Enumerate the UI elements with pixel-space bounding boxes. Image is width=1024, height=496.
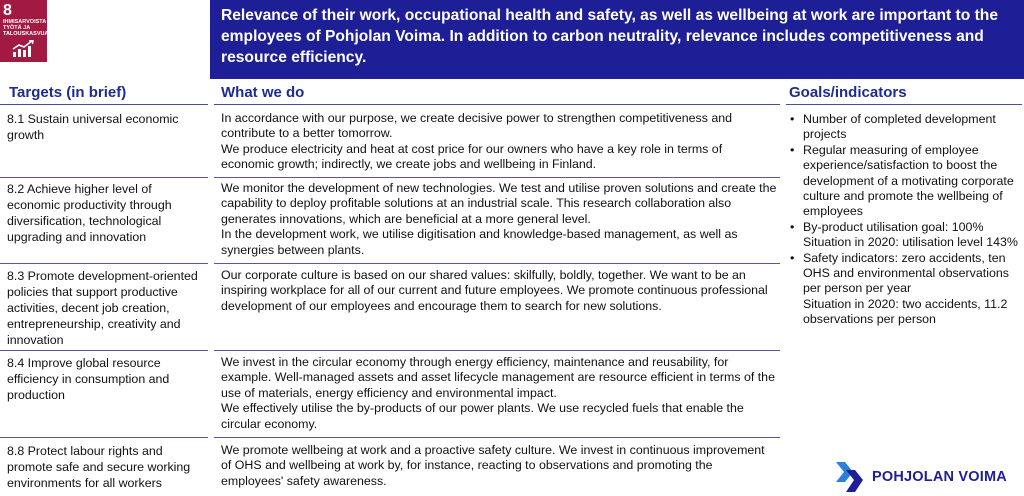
goal-item bbox=[789, 251, 1019, 328]
row-divider bbox=[214, 437, 780, 438]
paragraph: In the development work, we utilise digitisation and knowledge-based management, as well as synergies between plants. bbox=[221, 227, 738, 257]
paragraph: Our corporate culture is based on our shared values: skilfully, boldly, together. We want to be an inspiring workplace for all of our current and future employees. We promote continuous professional development of our employees and encourage them to search for new solutions. bbox=[221, 268, 768, 313]
pohjolan-voima-logo-icon bbox=[834, 460, 868, 494]
what-we-do-8-4 bbox=[221, 355, 777, 432]
paragraph: In accordance with our purpose, we create decisive power to strengthen competitiveness and contribute to a better tomorrow. bbox=[221, 111, 733, 141]
goal-text: • By-product utilisation goal: 100% bbox=[803, 219, 984, 234]
goal-text: • Regular measuring of employee experience/satisfaction to boost the development of a motivating corporate culture and promote the wellbeing of employees bbox=[803, 142, 1014, 219]
header-divider bbox=[214, 104, 780, 105]
sdg-8-badge bbox=[0, 0, 47, 62]
row-divider bbox=[0, 177, 208, 178]
what-we-do-8-3 bbox=[221, 268, 777, 314]
what-we-do-8-8 bbox=[221, 443, 777, 489]
row-divider bbox=[0, 437, 208, 438]
logo-text: POHJOLAN VOIMA bbox=[872, 469, 1007, 485]
pohjolan-voima-logo bbox=[834, 460, 1020, 494]
paragraph: We effectively utilise the by-products of our power plants. We use recycled fuels that enable the circular economy. bbox=[221, 401, 744, 431]
what-we-do-8-2 bbox=[221, 181, 777, 258]
goal-text: • Number of completed development projects bbox=[803, 112, 996, 142]
banner bbox=[210, 0, 1024, 79]
target-8-4: 8.4 Improve global resource efficiency in consumption and production bbox=[7, 356, 170, 402]
goal-item bbox=[789, 143, 1019, 220]
target-8-2: 8.2 Achieve higher level of economic productivity through diversification, technological upgrading and innovation bbox=[7, 182, 172, 244]
row-divider bbox=[0, 263, 208, 264]
paragraph: We invest in the circular economy through energy efficiency, maintenance and reusability, for example. Well-managed assets and asset lifecycle management are resource efficient in terms of the use of materials, energy efficiency and environmental impact. bbox=[221, 355, 775, 400]
header-goals: Goals/indicators bbox=[789, 84, 907, 101]
banner-text: Relevance of their work, occupational health and safety, as well as wellbeing at work are important to the employees of Pohjolan Voima. In addition to carbon neutrality, relevance includes competitiveness and resource efficiency. bbox=[221, 7, 998, 66]
row-divider bbox=[214, 350, 780, 351]
target-8-8: 8.8 Protect labour rights and promote safe and secure working environments for all workers bbox=[7, 444, 191, 490]
goal-situation: Situation in 2020: two accidents, 11.2 observations per person bbox=[803, 296, 1008, 327]
goals-list bbox=[789, 112, 1019, 328]
goal-item bbox=[789, 220, 1019, 251]
what-we-do-8-1 bbox=[221, 111, 777, 173]
header-targets: Targets (in brief) bbox=[9, 84, 127, 101]
paragraph: We produce electricity and heat at cost price for our owners who have a key role in terms of economic growth; indirectly, we create jobs and wellbeing in Finland. bbox=[221, 141, 723, 172]
sdg-number: 8 bbox=[3, 2, 12, 19]
sdg-title: IHMISARVOISTA TYÖTÄ JA TALOUSKASVUA bbox=[3, 19, 49, 37]
row-divider bbox=[214, 177, 780, 178]
goal-situation: Situation in 2020: utilisation level 143% bbox=[803, 235, 1018, 250]
header-divider bbox=[786, 104, 1022, 105]
row-divider bbox=[214, 263, 780, 264]
header-divider bbox=[0, 104, 208, 105]
paragraph: We monitor the development of new technologies. We test and utilise proven solutions and create the capability to deploy profitable solutions at an industrial scale. This research collaboration also generates innovations, which are beneficial at a more general level. bbox=[221, 181, 777, 226]
paragraph: We promote wellbeing at work and a proactive safety culture. We invest in continuous improvement of OHS and wellbeing at work by, for instance, reacting to observations and promoting the employees' safety awareness. bbox=[221, 443, 765, 488]
goal-text: • Safety indicators: zero accidents, ten OHS and environmental observations per person per year bbox=[803, 250, 1009, 296]
rising-bar-chart-icon bbox=[12, 40, 36, 58]
target-8-3: 8.3 Promote development-oriented policies that support productive activities, decent job creation, entrepreneurship, creativity and innovation bbox=[7, 269, 198, 347]
row-divider bbox=[0, 350, 208, 351]
header-what-we-do: What we do bbox=[221, 84, 305, 101]
target-8-1: 8.1 Sustain universal economic growth bbox=[7, 112, 179, 142]
goal-item bbox=[789, 112, 1019, 143]
